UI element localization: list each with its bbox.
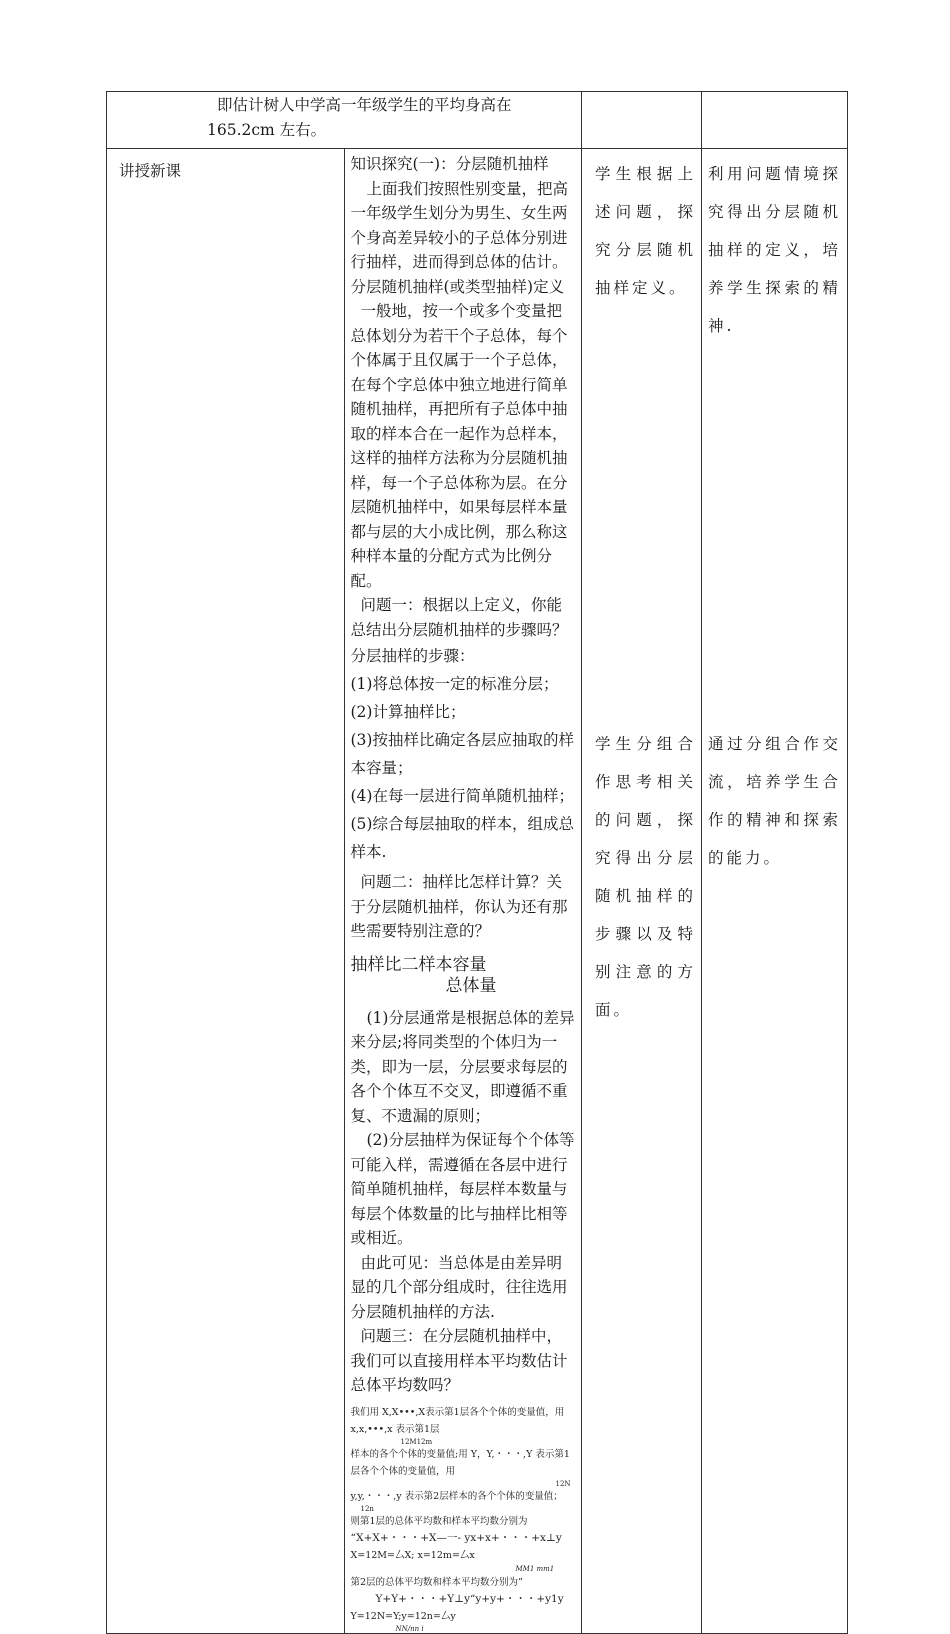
small-subscript: MM1 mm1 [515,1564,555,1573]
cell-content-continuation [107,92,582,149]
small-line: X=12M=厶X; x=12m=厶x [350,1549,475,1561]
conclusion: 由此可见：当总体是由差异明显的几个部分组成时，往往选用分层随机抽样的方法. [350,1253,568,1321]
cell-main-content [344,149,582,1634]
formula-denominator: 总体量 [445,975,497,996]
student-activity-mid: 学生分组合作思考相关的问题，探究得出分层随机抽样的步骤以及特别注意的方面。 [595,735,696,1019]
small-line: 则第1层的总体平均数和样本平均数分别为 [350,1515,528,1527]
small-subscript: 12n [360,1504,374,1513]
cell-design-intent [702,149,848,1634]
small-subscript: NN/nn i [395,1624,424,1633]
step-item: (2)计算抽样比； [350,703,466,721]
continuation-line-1: 即估计树人中学高一年级学生的平均身高在 [217,96,512,114]
student-activity-top: 学生根据上述问题，探究分层随机抽样定义。 [595,165,696,297]
small-line: Y=12N=Y;y=12n=厶y [350,1610,456,1622]
step-item: (5)综合每层抽取的样本，组成总样本. [350,815,574,861]
question-one: 问题一：根据以上定义，你能总结出分层随机抽样的步骤吗？ [350,596,568,639]
design-intent-top: 利用问题情境探究得出分层随机抽样的定义，培养学生探索的精神. [708,165,841,335]
small-line: y,y,・・・,y 表示第2层样本的各个个体的变量值； [350,1490,563,1502]
cell-student-activity [582,149,702,1634]
continuation-line-2: 165.2cm 左右。 [207,120,327,139]
note-two: (2)分层抽样为保证每个个体等可能入样，需遵循在各层中进行简单随机抽样，每层样本数量与每层个体数量的比与抽样比相等或相近。 [350,1131,575,1247]
heading-knowledge-explore: 知识探究(一)：分层随机抽样 [350,155,549,173]
lesson-plan-table [106,91,848,1634]
table-row-lecture [107,149,848,1634]
note-one: (1)分层通常是根据总体的差异来分层;将同类型的个体归为一类，即为一层，分层要求每层的各个个体互不交叉，即遵循不重复、不遗漏的原则； [350,1008,575,1125]
section-label: 讲授新课 [119,162,182,180]
small-line: 第2层的总体平均数和样本平均数分别为” [350,1576,523,1588]
paragraph-definition: 一般地，按一个或多个变量把总体划分为若干个子总体，每个个体属于且仅属于一个子总体，在每个字总体中独立地进行简单随机抽样，再把所有子总体中抽取的样本合在一起作为总样本，这样的抽样方法称为分层随机抽样，每一个子总体称为层。在分层随机抽样中，如果每层样本量都与层的大小成比例，那么称这种样本量的分配方式为比例分配。 [350,302,568,590]
cell-empty-1 [582,92,702,149]
small-subscript: 12N [555,1479,571,1488]
question-three: 问题三：在分层随机抽样中，我们可以直接用样本平均数估计总体平均数吗？ [350,1327,568,1394]
step-item: (4)在每一层进行简单随机抽样； [350,787,574,805]
small-line: “X+X+・・・+X—一- yx+x+・・・+x⊥y [350,1531,562,1544]
step-item: (3)按抽样比确定各层应抽取的样本容量； [350,731,574,777]
small-subscript: 12M12m [400,1437,433,1446]
design-intent-mid: 通过分组合作交流，培养学生合作的精神和探索的能力。 [708,735,841,867]
step-item: (1)将总体按一定的标准分层； [350,675,559,693]
small-formula-block [351,1404,577,1633]
cell-empty-2 [702,92,848,149]
steps-heading: 分层抽样的步骤： [350,647,475,665]
small-line: 我们用 X,X•••,X表示第1层各个个体的变量值，用 x,x,•••,x 表示第1层 [350,1406,565,1435]
small-line: Y+Y+・・・+Y⊥y“y+y+・・・+y1y [375,1592,564,1605]
cell-section-label [107,149,345,1634]
table-row-continuation [107,92,848,149]
question-two: 问题二：抽样比怎样计算？关于分层随机抽样，你认为还有那些需要特别注意的？ [350,873,568,940]
small-line: 样本的各个个体的变量值;用 Y，Y,・・・,Y 表示第1层各个个体的变量值，用 [350,1448,570,1477]
heading-definition: 分层随机抽样(或类型抽样)定义 [350,277,565,296]
paragraph-intro: 上面我们按照性别变量，把高一年级学生划分为男生、女生两个身高差异较小的子总体分别进行抽样，进而得到总体的估计。 [350,179,569,271]
formula-sampling-ratio: 抽样比二样本容量 [350,954,487,975]
